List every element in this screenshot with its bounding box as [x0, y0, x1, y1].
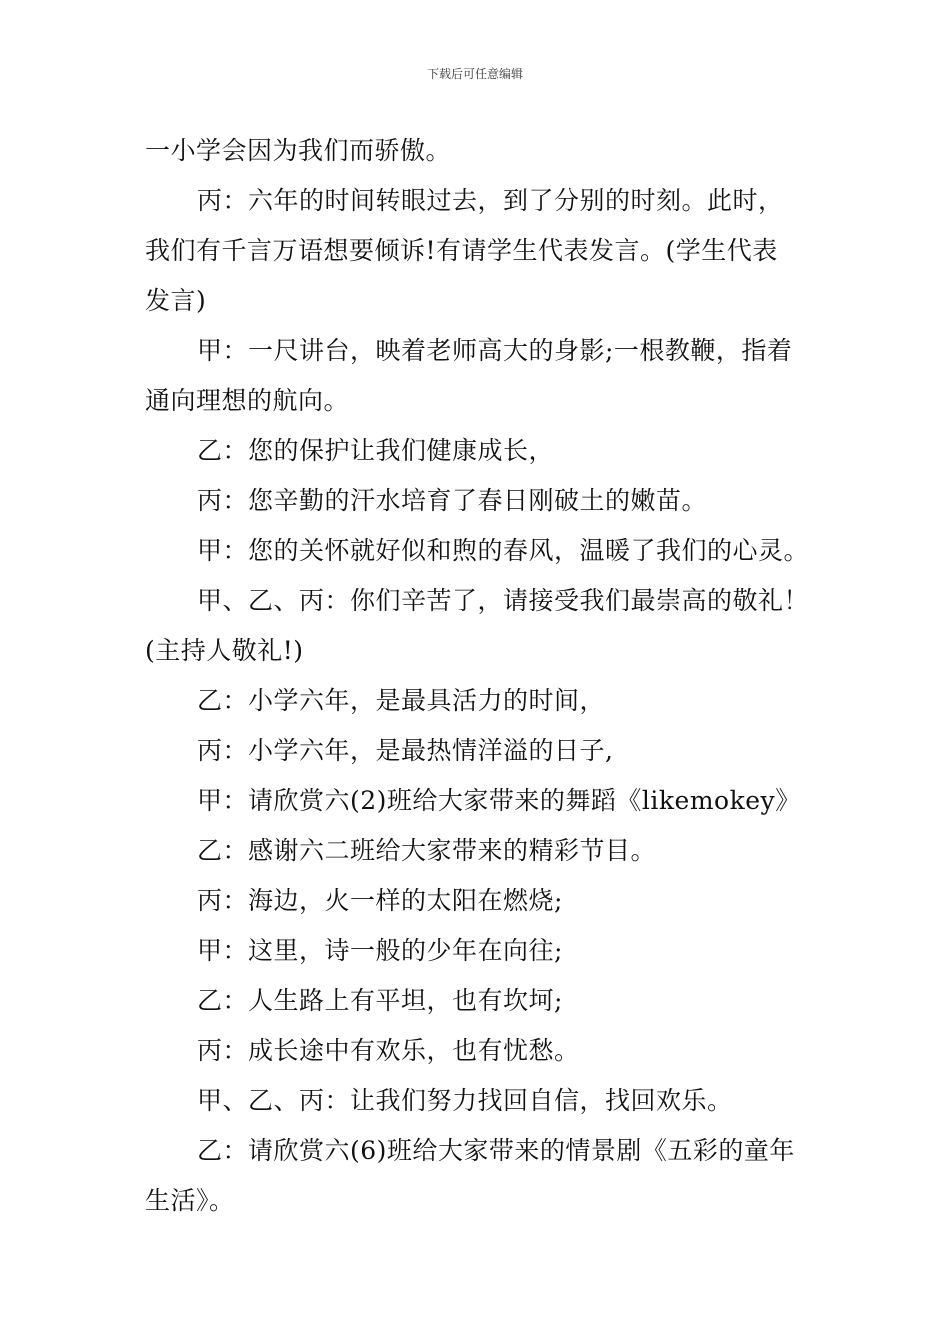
text-line: 乙：人生路上有平坦，也有坎坷; [197, 986, 563, 1015]
text-line: 我们有千言万语想要倾诉!有请学生代表发言。(学生代表 [145, 236, 778, 265]
document-body [145, 126, 810, 1226]
text-line: 丙：成长途中有欢乐，也有忧愁。 [197, 1036, 580, 1065]
text-line: 丙：小学六年，是最热情洋溢的日子, [197, 736, 614, 765]
text-line: 一小学会因为我们而骄傲。 [145, 136, 452, 165]
text-line: 甲、乙、丙：让我们努力找回自信，找回欢乐。 [197, 1086, 733, 1115]
text-line: 甲：一尺讲台，映着老师高大的身影;一根教鞭，指着 [197, 336, 793, 365]
text-line: 甲：这里，诗一般的少年在向往; [197, 936, 563, 965]
page-header: 下载后可任意编辑 [426, 67, 523, 81]
text-line: 乙：小学六年，是最具活力的时间， [197, 686, 606, 715]
text-line: 丙：您辛勤的汗水培育了春日刚破土的嫩苗。 [197, 486, 708, 515]
text-line: 甲：请欣赏六(2)班给大家带来的舞蹈《likemokey》 [197, 786, 801, 815]
text-line: 乙：感谢六二班给大家带来的精彩节目。 [197, 836, 657, 865]
text-line: 丙：海边，火一样的太阳在燃烧; [197, 886, 563, 915]
text-line: 发言) [145, 286, 207, 315]
text-line: 乙：您的保护让我们健康成长， [197, 436, 555, 465]
text-line: 丙：六年的时间转眼过去，到了分别的时刻。此时， [197, 186, 784, 215]
text-line: 乙：请欣赏六(6)班给大家带来的情景剧《五彩的童年 [197, 1136, 795, 1165]
text-line: 通向理想的航向。 [145, 386, 350, 415]
text-line: 甲：您的关怀就好似和煦的春风，温暖了我们的心灵。 [197, 536, 810, 565]
text-line: (主持人敬礼!) [145, 636, 304, 665]
text-line: 甲、乙、丙：你们辛苦了，请接受我们最崇高的敬礼！ [197, 586, 810, 615]
text-line: 生活》。 [145, 1186, 235, 1215]
